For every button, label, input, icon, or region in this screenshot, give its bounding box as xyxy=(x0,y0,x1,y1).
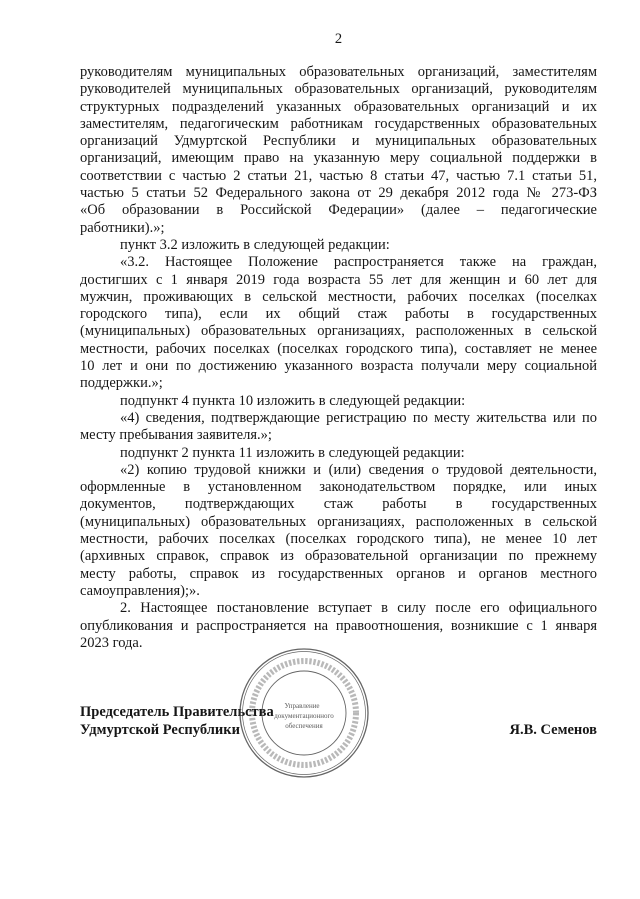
text-line: местности, рабочих поселках (поселках городского типа), составляет не менее xyxy=(80,340,597,357)
text-line: работники).»; xyxy=(80,219,165,236)
seal-text-line: документационного xyxy=(274,712,334,720)
page-number: 2 xyxy=(334,31,343,47)
text-line: местности, рабочих поселках (поселках городского типа), не менее 10 лет xyxy=(80,531,597,548)
document-body xyxy=(80,64,597,652)
seal-text-line: Управление xyxy=(284,702,320,710)
text-line: руководителям муниципальных образовательных организаций, заместителям xyxy=(80,64,597,80)
text-line: соответствии с частью 2 статьи 21, частью 8 статьи 47, частью 7.1 статьи 51, xyxy=(80,167,597,184)
text-line: руководителей муниципальных образовательных организаций, руководителям xyxy=(80,81,597,98)
text-line: мужчин, проживающих в сельской местности, рабочих поселках (поселках xyxy=(80,288,597,305)
signature-block xyxy=(80,704,597,740)
text-line: самоуправления);». xyxy=(80,582,200,599)
seal-text-line: обеспечения xyxy=(285,722,323,730)
signatory-name: Я.В. Семенов xyxy=(509,721,597,738)
text-line: пункт 3.2 изложить в следующей редакции: xyxy=(120,236,390,253)
text-line: частью 5 статьи 52 Федерального закона от 29 декабря 2012 года № 273-ФЗ xyxy=(80,185,597,202)
text-line: подпункт 2 пункта 11 изложить в следующей редакции: xyxy=(120,444,465,461)
signatory-position-line: Удмуртской Республики xyxy=(80,721,240,738)
paragraph xyxy=(80,410,597,445)
paragraph xyxy=(80,445,597,462)
text-line: поддержки.»; xyxy=(80,375,163,392)
text-line: 2. Настоящее постановление вступает в силу после его официального xyxy=(120,600,597,617)
text-line: «2) копию трудовой книжки и (или) сведения о трудовой деятельности, xyxy=(120,461,597,478)
text-line: оформленные в установленном законодательством порядке, или иных xyxy=(80,479,597,496)
text-line: городского типа), если их общий стаж работы в государственных xyxy=(80,306,597,323)
paragraph xyxy=(80,600,597,652)
text-line: организаций, имеющим право на указанную меру социальной поддержки в xyxy=(80,150,597,167)
text-line: организаций Удмуртской Республики и муниципальных образовательных xyxy=(80,133,597,150)
paragraph xyxy=(80,462,597,600)
text-line: «3.2. Настоящее Положение распространяется также на граждан, xyxy=(120,254,597,271)
paragraph xyxy=(80,237,597,254)
paragraph xyxy=(80,393,597,410)
text-line: «Об образовании в Российской Федерации» (далее – педагогические xyxy=(80,202,597,219)
signatory-position-line: Председатель Правительства xyxy=(80,704,274,720)
text-line: (муниципальных) образовательных организациях, расположенных в сельской xyxy=(80,323,597,340)
text-line: структурных подразделений указанных образовательных организаций и их xyxy=(80,98,597,115)
text-line: (архивных справок, справок из образовательной организации по прежнему xyxy=(80,548,597,565)
text-line: месту пребывания заявителя.»; xyxy=(80,427,272,444)
text-line: достигших с 1 января 2019 года возраста 55 лет для женщин и 60 лет для xyxy=(80,271,597,288)
paragraph xyxy=(80,64,597,237)
text-line: заместителям, педагогическим работникам государственных образовательных xyxy=(80,115,597,132)
text-line: опубликования и распространяется на правоотношения, возникшие с 1 января xyxy=(80,617,597,634)
text-line: месту работы, справок из государственных органов и органов местного xyxy=(80,565,597,582)
text-line: «4) сведения, подтверждающие регистрацию по месту жительства или по xyxy=(120,409,597,426)
text-line: (муниципальных) образовательных организациях, расположенных в сельской xyxy=(80,513,597,530)
text-line: 2023 года. xyxy=(80,634,143,651)
text-line: документов, подтверждающих стаж работы в государственных xyxy=(80,496,597,513)
text-line: подпункт 4 пункта 10 изложить в следующей редакции: xyxy=(120,392,466,409)
paragraph xyxy=(80,254,597,392)
text-line: 10 лет и они по достижению указанного возраста получали меру социальной xyxy=(80,358,597,375)
